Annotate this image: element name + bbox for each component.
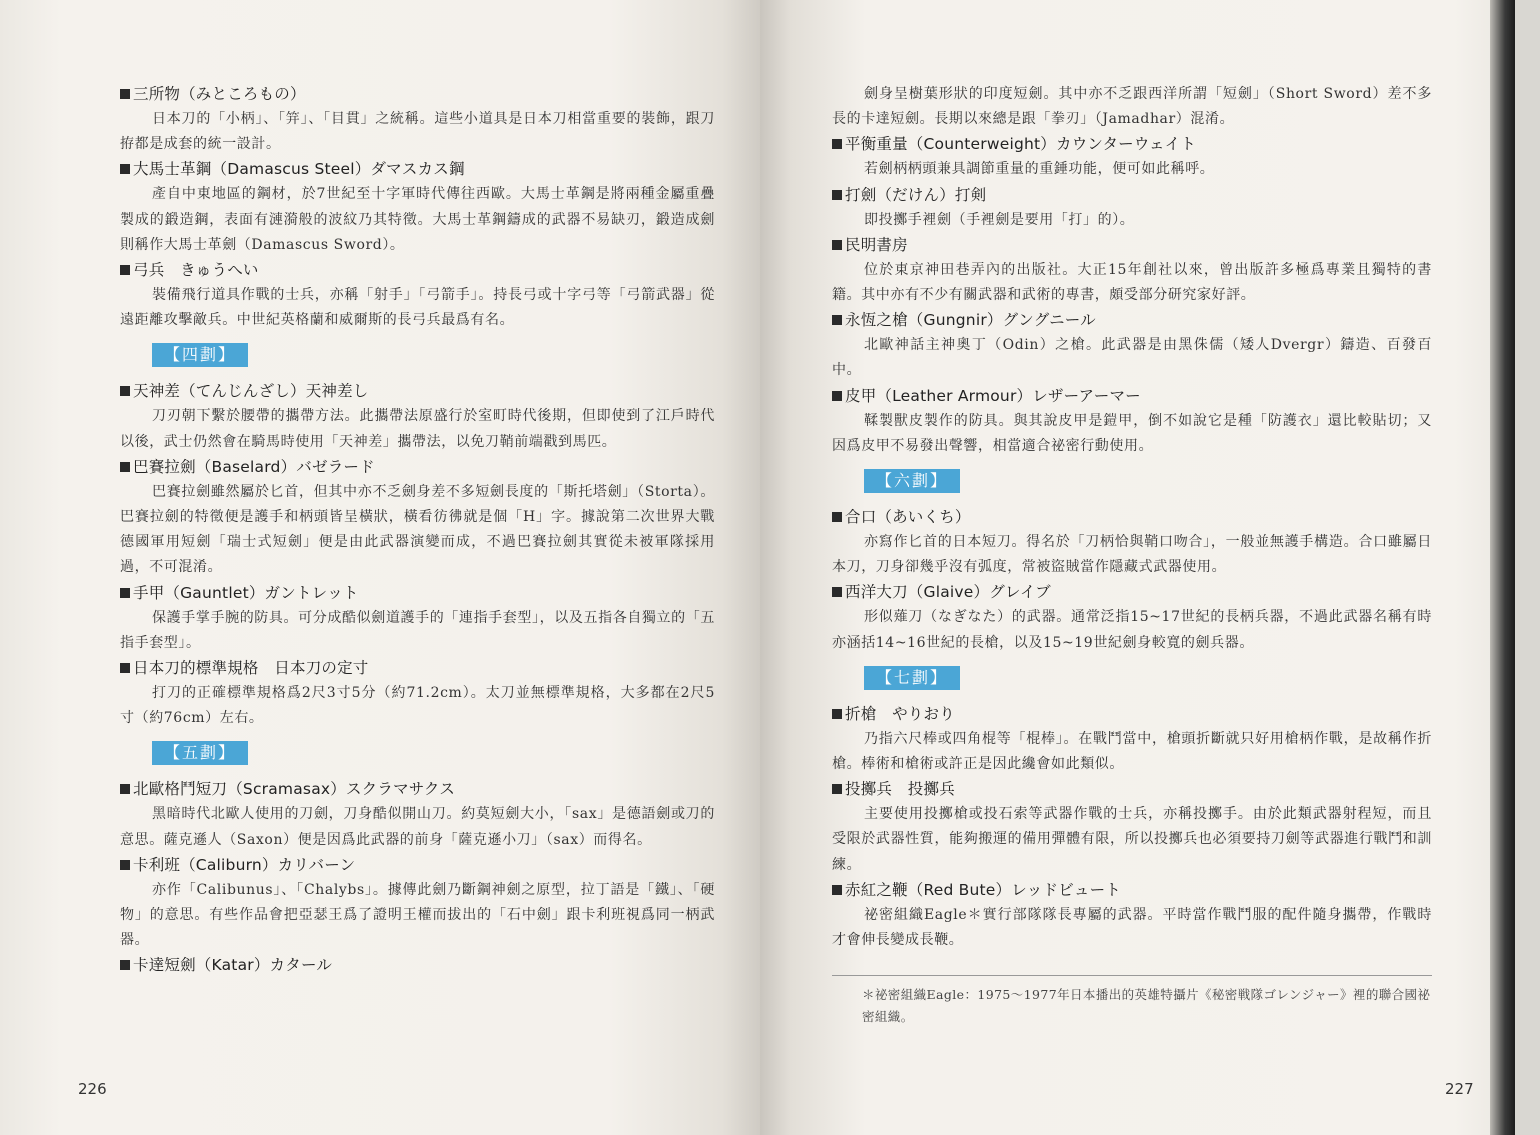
entry-body: 祕密組織Eagle＊實行部隊隊長專屬的武器。平時當作戰鬥服的配件隨身攜帶，作戰時才會伸長變成長鞭。 — [832, 906, 1432, 949]
left-page — [0, 0, 760, 1135]
section-label-six-strokes: 【六劃】 — [864, 469, 960, 493]
entry-heading: 手甲（Gauntlet）ガントレット — [120, 581, 715, 606]
square-bullet-icon — [120, 89, 130, 99]
square-bullet-icon — [832, 190, 842, 200]
entry-heading: 卡利班（Caliburn）カリバーン — [120, 853, 715, 878]
entry-body: 即投擲手裡劍（手裡劍是要用「打」的）。 — [864, 211, 1135, 228]
square-bullet-icon — [120, 265, 130, 275]
entry-heading: 三所物（みところもの） — [120, 82, 715, 107]
footnote-divider — [832, 975, 1432, 976]
square-bullet-icon — [120, 960, 130, 970]
square-bullet-icon — [120, 860, 130, 870]
square-bullet-icon — [120, 784, 130, 794]
entry-heading: 弓兵 きゅうへい — [120, 258, 715, 283]
square-bullet-icon — [832, 391, 842, 401]
entry-heading: 折槍 やりおり — [832, 702, 1432, 727]
entry-body: 亦作「Calibunus」、「Chalybs」。據傳此劍乃斷鋼神劍之原型，拉丁語是「鐵」、「硬物」的意思。有些作品會把亞瑟王爲了證明王權而拔出的「石中劍」跟卡利班視爲同一柄武器。 — [120, 881, 715, 949]
book-edge-shadow — [1490, 0, 1515, 1135]
entry-heading: 天神差（てんじんざし）天神差し — [120, 379, 715, 404]
entry-body: 鞣製獸皮製作的防具。與其說皮甲是鎧甲，倒不如說它是種「防護衣」還比較貼切；又因爲皮甲不易發出聲響，相當適合祕密行動使用。 — [832, 412, 1432, 454]
square-bullet-icon — [120, 663, 130, 673]
entry-heading: 巴賽拉劍（Baselard）バゼラード — [120, 455, 715, 480]
entry-heading: 民明書房 — [832, 233, 1432, 258]
entry-heading: 合口（あいくち） — [832, 505, 1432, 530]
entry-body: 主要使用投擲槍或投石索等武器作戰的士兵，亦稱投擲手。由於此類武器射程短，而且受限於武器性質，能夠搬運的備用彈體有限，所以投擲兵也必須要持刀劍等武器進行戰鬥和訓練。 — [832, 806, 1432, 873]
square-bullet-icon — [120, 462, 130, 472]
left-page-content — [120, 82, 715, 978]
entry-heading: 赤紅之鞭（Red Bute）レッドビュート — [832, 878, 1432, 903]
section-label-five-strokes: 【五劃】 — [152, 741, 248, 765]
entry-heading: 日本刀的標準規格 日本刀の定寸 — [120, 656, 715, 681]
entry-body: 裝備飛行道具作戰的士兵，亦稱「射手」「弓箭手」。持長弓或十字弓等「弓箭武器」從遠距離攻擊敵兵。中世紀英格蘭和威爾斯的長弓兵最爲有名。 — [120, 287, 715, 329]
page-number: 226 — [78, 1080, 107, 1098]
entry-body: 黑暗時代北歐人使用的刀劍，刀身酷似開山刀。約莫短劍大小，「sax」是德語劍或刀的意思。薩克遜人（Saxon）便是因爲此武器的前身「薩克遜小刀」（sax）而得名。 — [120, 806, 715, 848]
entry-heading: 卡達短劍（Katar）カタール — [120, 953, 715, 978]
entry-heading: 西洋大刀（Glaive）グレイブ — [832, 580, 1432, 605]
entry-body: 產自中東地區的鋼材，於7世紀至十字軍時代傳往西歐。大馬士革鋼是將兩種金屬重疊製成的鍛造鋼，表面有漣漪般的波紋乃其特徵。大馬士革鋼鑄成的武器不易缺刃，鍛造成劍則稱作大馬士革劍（Damascus Sword）。 — [120, 186, 715, 253]
entry-body: 巴賽拉劍雖然屬於匕首，但其中亦不乏劍身差不多短劍長度的「斯托塔劍」（Storta）。巴賽拉劍的特徵便是護手和柄頭皆呈橫狀，橫看彷彿就是個「H」字。據說第二次世界大戰德國軍用短劍「瑞士式短劍」便是由此武器演變而成，不過巴賽拉劍其實從未被軍隊採用過，不可混淆。 — [120, 483, 715, 576]
square-bullet-icon — [832, 315, 842, 325]
square-bullet-icon — [832, 885, 842, 895]
entry-body: 保護手掌手腕的防具。可分成酷似劍道護手的「連指手套型」，以及五指各自獨立的「五指手套型」。 — [120, 609, 715, 651]
footnote: ＊祕密組織Eagle：1975～1977年日本播出的英雄特攝片《秘密戦隊ゴレンジャー》裡的聯合國祕密組織。 — [862, 987, 1431, 1025]
entry-body: 形似薙刀（なぎなた）的武器。通常泛指15~17世紀的長柄兵器，不過此武器名稱有時亦涵括14~16世紀的長槍，以及15~19世紀劍身較寬的劍兵器。 — [832, 609, 1432, 651]
entry-heading: 投擲兵 投擲兵 — [832, 777, 1432, 802]
entry-heading: 永恆之槍（Gungnir）グングニール — [832, 308, 1432, 333]
square-bullet-icon — [120, 588, 130, 598]
right-page-content — [832, 82, 1432, 1028]
entry-body: 亦寫作匕首的日本短刀。得名於「刀柄恰與鞘口吻合」，一般並無護手構造。合口雖屬日本刀，刀身卻幾乎沒有弧度，常被盜賊當作隱藏式武器使用。 — [832, 534, 1432, 576]
entry-body-continuation: 劍身呈樹葉形狀的印度短劍。其中亦不乏跟西洋所謂「短劍」（Short Sword）差不多長的卡達短劍。長期以來總是跟「拳刃」（Jamadhar）混淆。 — [832, 86, 1432, 128]
entry-heading: 北歐格鬥短刀（Scramasax）スクラマサクス — [120, 777, 715, 802]
entry-heading: 平衡重量（Counterweight）カウンターウェイト — [832, 132, 1432, 157]
square-bullet-icon — [832, 512, 842, 522]
square-bullet-icon — [120, 164, 130, 174]
entry-body: 北歐神話主神奧丁（Odin）之槍。此武器是由黑侏儒（矮人Dvergr）鑄造、百發百中。 — [832, 337, 1432, 379]
entry-body: 位於東京神田巷弄內的出版社。大正15年創社以來，曾出版許多極爲專業且獨特的書籍。其中亦有不少有關武器和武術的專書，頗受部分研究家好評。 — [832, 261, 1432, 304]
square-bullet-icon — [120, 386, 130, 396]
square-bullet-icon — [832, 784, 842, 794]
entry-heading: 大馬士革鋼（Damascus Steel）ダマスカス鋼 — [120, 157, 715, 182]
entry-heading: 打劍（だけん）打剣 — [832, 183, 1432, 208]
square-bullet-icon — [832, 587, 842, 597]
entry-body: 打刀的正確標準規格爲2尺3寸5分（約71.2cm）。太刀並無標準規格，大多都在2尺5寸（約76cm）左右。 — [120, 685, 715, 727]
section-label-four-strokes: 【四劃】 — [152, 343, 248, 367]
square-bullet-icon — [832, 709, 842, 719]
square-bullet-icon — [832, 240, 842, 250]
section-label-seven-strokes: 【七劃】 — [864, 666, 960, 690]
entry-heading: 皮甲（Leather Armour）レザーアーマー — [832, 384, 1432, 409]
page-number: 227 — [1445, 1080, 1474, 1098]
entry-body: 若劍柄柄頭兼具調節重量的重錘功能，便可如此稱呼。 — [864, 161, 1215, 178]
entry-body: 刀刃朝下繫於腰帶的攜帶方法。此攜帶法原盛行於室町時代後期，但即使到了江戶時代以後，武士仍然會在騎馬時使用「天神差」攜帶法，以免刀鞘前端戳到馬匹。 — [120, 408, 715, 450]
entry-body: 日本刀的「小柄」、「笄」、「目貫」之統稱。這些小道具是日本刀相當重要的裝飾，跟刀拵都是成套的統一設計。 — [120, 111, 715, 153]
entry-body: 乃指六尺棒或四角棍等「棍棒」。在戰鬥當中，槍頭折斷就只好用槍柄作戰，是故稱作折槍。棒術和槍術或許正是因此纔會如此類似。 — [832, 730, 1432, 773]
square-bullet-icon — [832, 139, 842, 149]
